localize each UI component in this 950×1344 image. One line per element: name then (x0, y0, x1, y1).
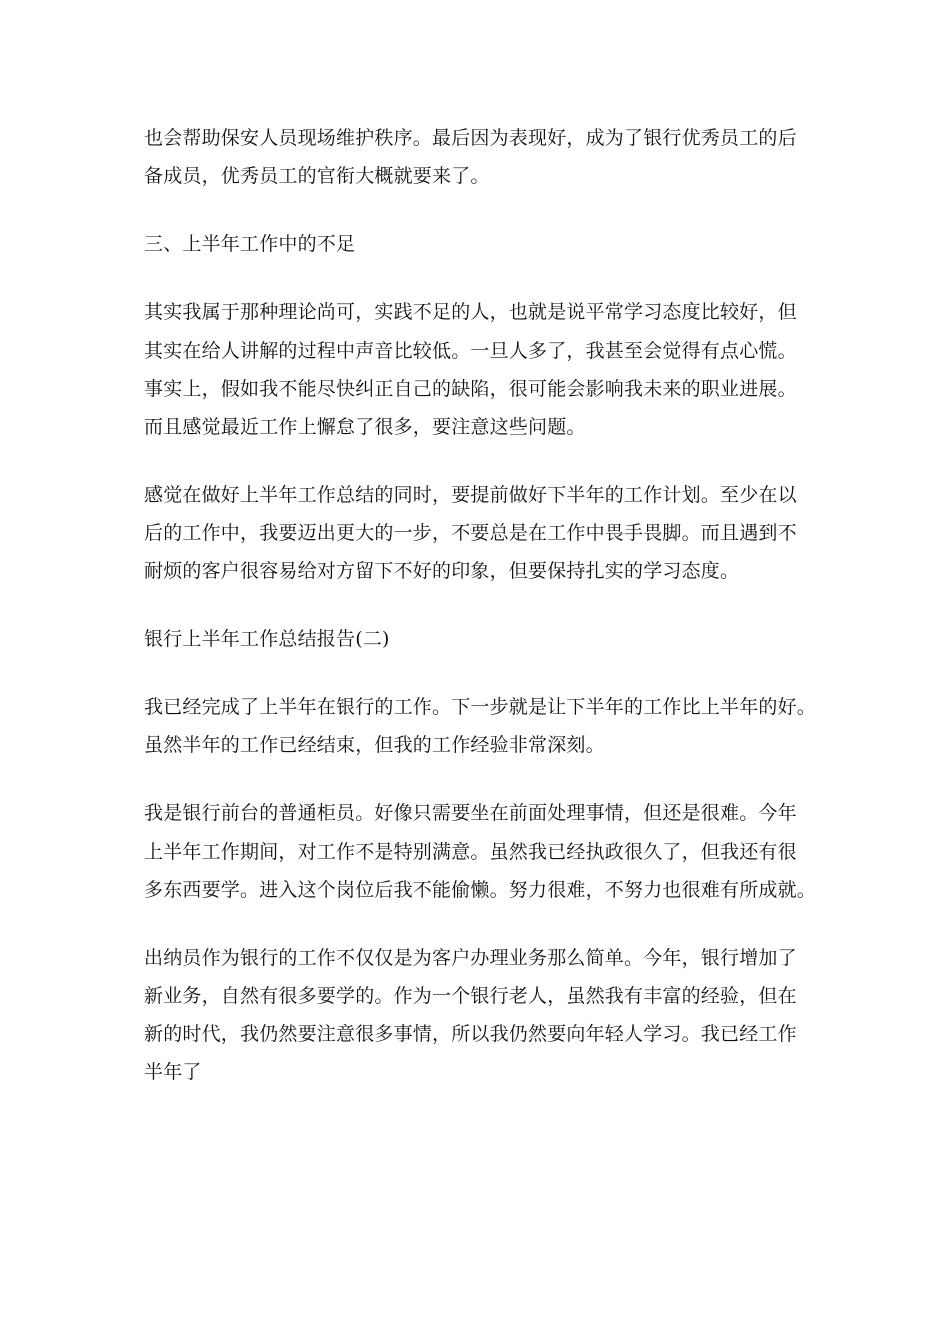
paragraph-line: 感觉在做好上半年工作总结的同时，要提前做好下半年的工作计划。至少在以 (144, 484, 797, 506)
paragraph-line: 上半年工作期间，对工作不是特别满意。虽然我已经执政很久了，但我还有很 (144, 841, 797, 863)
paragraph-line: 事实上，假如我不能尽快纠正自己的缺陷，很可能会影响我未来的职业进展。 (144, 378, 797, 400)
paragraph-line: 新的时代，我仍然要注意很多事情，所以我仍然要向年轻人学习。我已经工作 (144, 1023, 797, 1045)
paragraph-line: 出纳员作为银行的工作不仅仅是为客户办理业务那么简单。今年，银行增加了 (144, 947, 797, 969)
paragraph-line: 而且感觉最近工作上懈怠了很多，要注意这些问题。 (144, 416, 586, 438)
paragraph-line: 半年了 (144, 1061, 202, 1083)
paragraph-line: 其实我属于那种理论尚可，实践不足的人，也就是说平常学习态度比较好，但 (144, 301, 797, 323)
paragraph-line: 后的工作中，我要迈出更大的一步，不要总是在工作中畏手畏脚。而且遇到不 (144, 522, 797, 544)
paragraph-line: 我是银行前台的普通柜员。好像只需要坐在前面处理事情，但还是很难。今年 (144, 802, 797, 824)
paragraph-line: 新业务，自然有很多要学的。作为一个银行老人，虽然我有丰富的经验，但在 (144, 985, 797, 1007)
section-heading: 银行上半年工作总结报告(二) (144, 628, 390, 650)
section-heading: 三、上半年工作中的不足 (144, 233, 356, 255)
paragraph-line: 备成员，优秀员工的官衔大概就要来了。 (144, 165, 490, 187)
paragraph-line: 耐烦的客户很容易给对方留下不好的印象，但要保持扎实的学习态度。 (144, 560, 740, 582)
paragraph-line: 虽然半年的工作已经结束，但我的工作经验非常深刻。 (144, 734, 605, 756)
paragraph-line: 我已经完成了上半年在银行的工作。下一步就是让下半年的工作比上半年的好。 (144, 696, 817, 718)
paragraph-line: 其实在给人讲解的过程中声音比较低。一旦人多了，我甚至会觉得有点心慌。 (144, 340, 797, 362)
paragraph-line: 也会帮助保安人员现场维护秩序。最后因为表现好，成为了银行优秀员工的后 (144, 127, 797, 149)
paragraph-line: 多东西要学。进入这个岗位后我不能偷懒。努力很难，不努力也很难有所成就。 (144, 879, 817, 901)
